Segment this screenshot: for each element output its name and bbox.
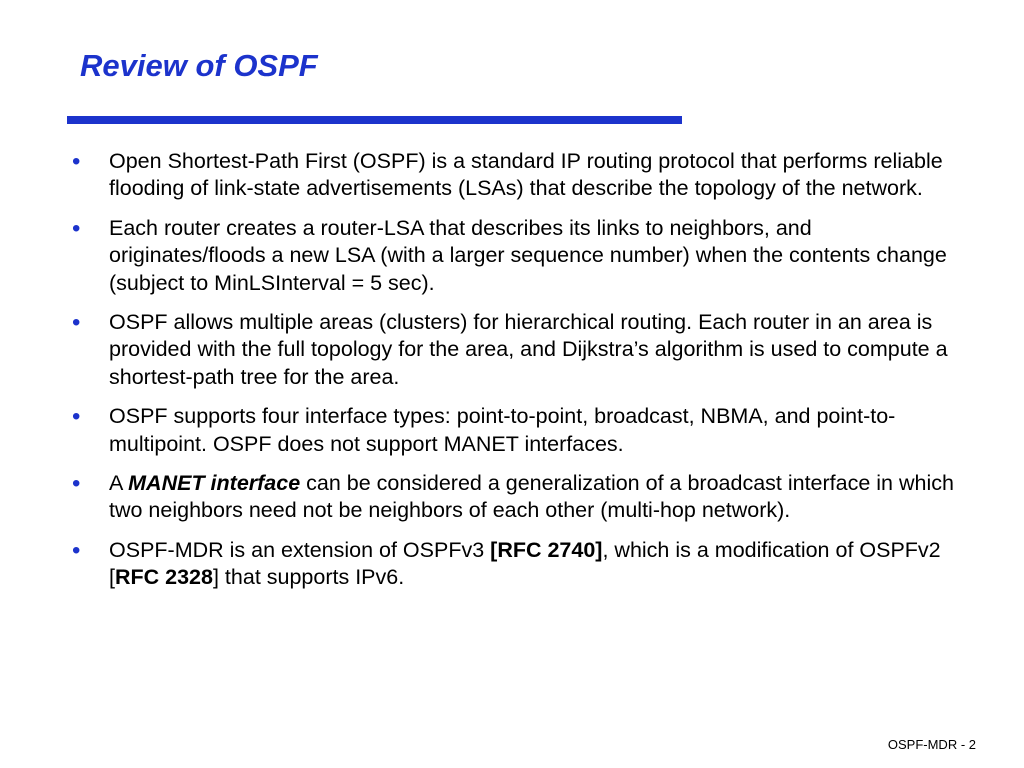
bullet-text bbox=[109, 310, 948, 389]
bullet-text-segment: OSPF supports four interface types: point-to-point, broadcast, NBMA, and point-to-multipoint. OSPF does not support MANET interfaces. bbox=[109, 404, 896, 456]
slide-title: Review of OSPF bbox=[80, 48, 318, 83]
bullet-item bbox=[72, 470, 972, 525]
bullet-text bbox=[109, 149, 943, 200]
bullet-item bbox=[72, 537, 972, 592]
bullet-text bbox=[109, 404, 895, 455]
bullet-text bbox=[109, 216, 947, 295]
bullet-text-segment: RFC 2328 bbox=[114, 565, 213, 590]
bullet-item bbox=[72, 403, 972, 458]
bullet-text-segment: Each router creates a router-LSA that describes its links to neighbors, and originates/floods a new LSA (with a larger sequence number) when the contents change (subject to MinLSInterval = 5 sec). bbox=[109, 215, 947, 295]
bullet-list bbox=[72, 148, 972, 604]
bullet-dot-icon: • bbox=[72, 309, 81, 337]
bullet-dot-icon: • bbox=[72, 403, 81, 431]
bullet-item bbox=[72, 148, 972, 203]
bullet-text bbox=[109, 538, 941, 589]
bullet-text-segment: can be considered a generalization of a broadcast interface in which two neighbors need not be neighbors of each other (multi-hop network). bbox=[109, 471, 954, 523]
bullet-text bbox=[109, 471, 954, 522]
bullet-item bbox=[72, 309, 972, 391]
bullet-dot-icon: • bbox=[72, 470, 81, 498]
bullet-item bbox=[72, 215, 972, 297]
bullet-dot-icon: • bbox=[72, 214, 81, 242]
slide-footer-page-label: OSPF-MDR - 2 bbox=[887, 737, 976, 752]
bullet-text-segment: A bbox=[109, 471, 129, 496]
bullet-text-segment: [RFC 2740] bbox=[490, 537, 603, 562]
bullet-text-segment: ] that supports IPv6. bbox=[212, 565, 405, 590]
bullet-text-segment: MANET interface bbox=[128, 471, 301, 496]
bullet-text-segment: , which is a modification of OSPFv2 [ bbox=[109, 537, 941, 590]
bullet-dot-icon: • bbox=[72, 536, 81, 564]
bullet-text-segment: Open Shortest-Path First (OSPF) is a standard IP routing protocol that performs reliable flooding of link-state advertisements (LSAs) that describe the topology of the network. bbox=[109, 149, 943, 201]
bullet-text-segment: OSPF-MDR is an extension of OSPFv3 bbox=[109, 537, 491, 562]
title-underline-rule bbox=[67, 116, 682, 124]
bullet-dot-icon: • bbox=[72, 148, 81, 175]
bullet-text-segment: OSPF allows multiple areas (clusters) for hierarchical routing. Each router in an area is provided with the full topology for the area, and Dijkstra’s algorithm is used to compute a shortest-path tree for the area. bbox=[109, 310, 948, 389]
